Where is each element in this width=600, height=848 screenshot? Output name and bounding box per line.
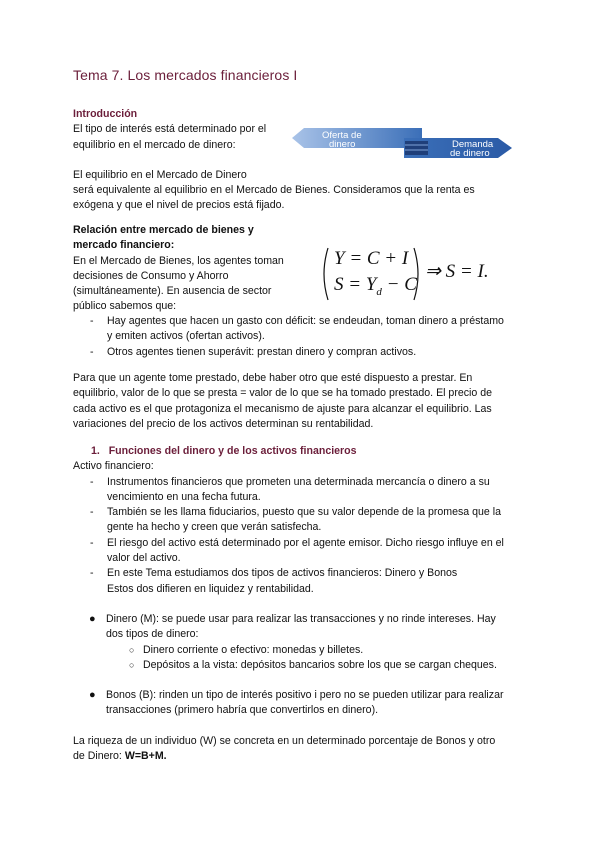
money-market-diagram <box>292 124 522 170</box>
paragraph-line: variaciones del precio de los activos determinan su rentabilidad. <box>73 417 374 430</box>
page-title: Tema 7. Los mercados financieros I <box>73 67 298 83</box>
section-1 <box>73 444 543 764</box>
demand-label: de dinero <box>450 148 490 159</box>
list-item: - Instrumentos financieros que prometen una determinada mercancía o dinero a su vencimiento en una fecha futura. <box>73 475 543 506</box>
list-item: - El riesgo del activo está determinado por el agente emisor. Dicho riesgo influye en el valor del activo. <box>73 536 543 567</box>
list-item: - En este Tema estudiamos dos tipos de activos financieros: Dinero y Bonos Estos dos difieren en liquidez y rentabilidad. <box>73 566 543 597</box>
overlap-block <box>405 141 428 155</box>
right-paren <box>412 246 424 302</box>
left-paren <box>318 246 330 302</box>
relation-bullets <box>73 314 553 360</box>
riqueza-line: La riqueza de un individuo (W) se concreta en un determinado porcentaje de Bonos y otro <box>73 734 496 747</box>
list-item: - Hay agentes que hacen un gasto con déficit: se endeudan, toman dinero a préstamo y emiten activos (ofertan activos). <box>73 314 553 345</box>
eq-line: El equilibrio en el Mercado de Dinero <box>73 168 247 181</box>
sub-item: ○ Depósitos a la vista: depósitos bancarios sobre los que se cargan cheques. <box>73 658 543 673</box>
equation-line: Y = C + I <box>334 248 409 269</box>
paragraph-line: cada activo es el que protagoniza el mecanismo de ajuste para alcanzar el equilibrio. Las <box>73 402 492 415</box>
relation-heading: Relación entre mercado de bienes y <box>73 224 254 236</box>
intro-line: equilibrio en el mercado de dinero: <box>73 138 236 151</box>
supply-label: dinero <box>329 139 356 150</box>
equation-line: $S = Y_d - C$ <box>334 274 417 298</box>
eq-line: será equivalente al equilibrio en el Mercado de Bienes. Consideramos que la renta es <box>73 184 475 197</box>
paragraph-line: equilibrio, valor de lo que se presta = valor de lo que se ha tomado prestado. El precio de <box>73 387 493 400</box>
paragraph-line: Para que un agente tome prestado, debe haber otro que esté dispuesto a prestar. En <box>73 372 473 384</box>
intro-line: El tipo de interés está determinado por el <box>73 123 267 136</box>
bullet-icon: ● <box>89 612 96 625</box>
circle-bullet-icon: ○ <box>129 644 135 655</box>
relation-heading: mercado financiero: <box>73 239 175 252</box>
relation-line: decisiones de Consumo y Ahorro <box>73 269 229 282</box>
dinero-item: ● Dinero (M): se puede usar para realizar las transacciones y no rinde intereses. Hay dos tipos de dinero: <box>89 612 496 641</box>
eq-line: exógena y que el nivel de precios está fijado. <box>73 199 285 212</box>
relation-line: En el Mercado de Bienes, los agentes toman <box>73 254 284 267</box>
riqueza-line: de Dinero: W=B+M. <box>73 750 167 763</box>
intro-heading: Introducción <box>73 108 138 120</box>
paragraph <box>73 371 543 432</box>
demand-label: Demanda <box>452 139 494 150</box>
relation-section <box>73 223 323 315</box>
section-heading: 1. Funciones del dinero y de los activos financieros <box>91 445 357 457</box>
circle-bullet-icon: ○ <box>129 659 135 670</box>
supply-label: Oferta de <box>322 130 362 141</box>
relation-line: público sabemos que: <box>73 300 177 313</box>
relation-line: (simultáneamente). En ausencia de sector <box>73 285 272 298</box>
section-label: Activo financiero: <box>73 460 154 473</box>
bonos-item: ● Bonos (B): rinden un tipo de interés positivo i pero no se pueden utilizar para realizar transacciones (primero habría que convertirlos en dinero). <box>89 689 504 717</box>
list-item: - También se les llama fiduciarios, puesto que su valor depende de la promesa que la gente ha hecho y creen que verán satisfecha. <box>73 505 543 536</box>
bullet-icon: ● <box>89 689 96 702</box>
list-item: - Otros agentes tienen superávit: prestan dinero y compran activos. <box>73 345 553 360</box>
sub-item: ○ Dinero corriente o efectivo: monedas y billetes. <box>73 643 543 658</box>
equation-result: ⇒ S = I. <box>425 261 489 282</box>
